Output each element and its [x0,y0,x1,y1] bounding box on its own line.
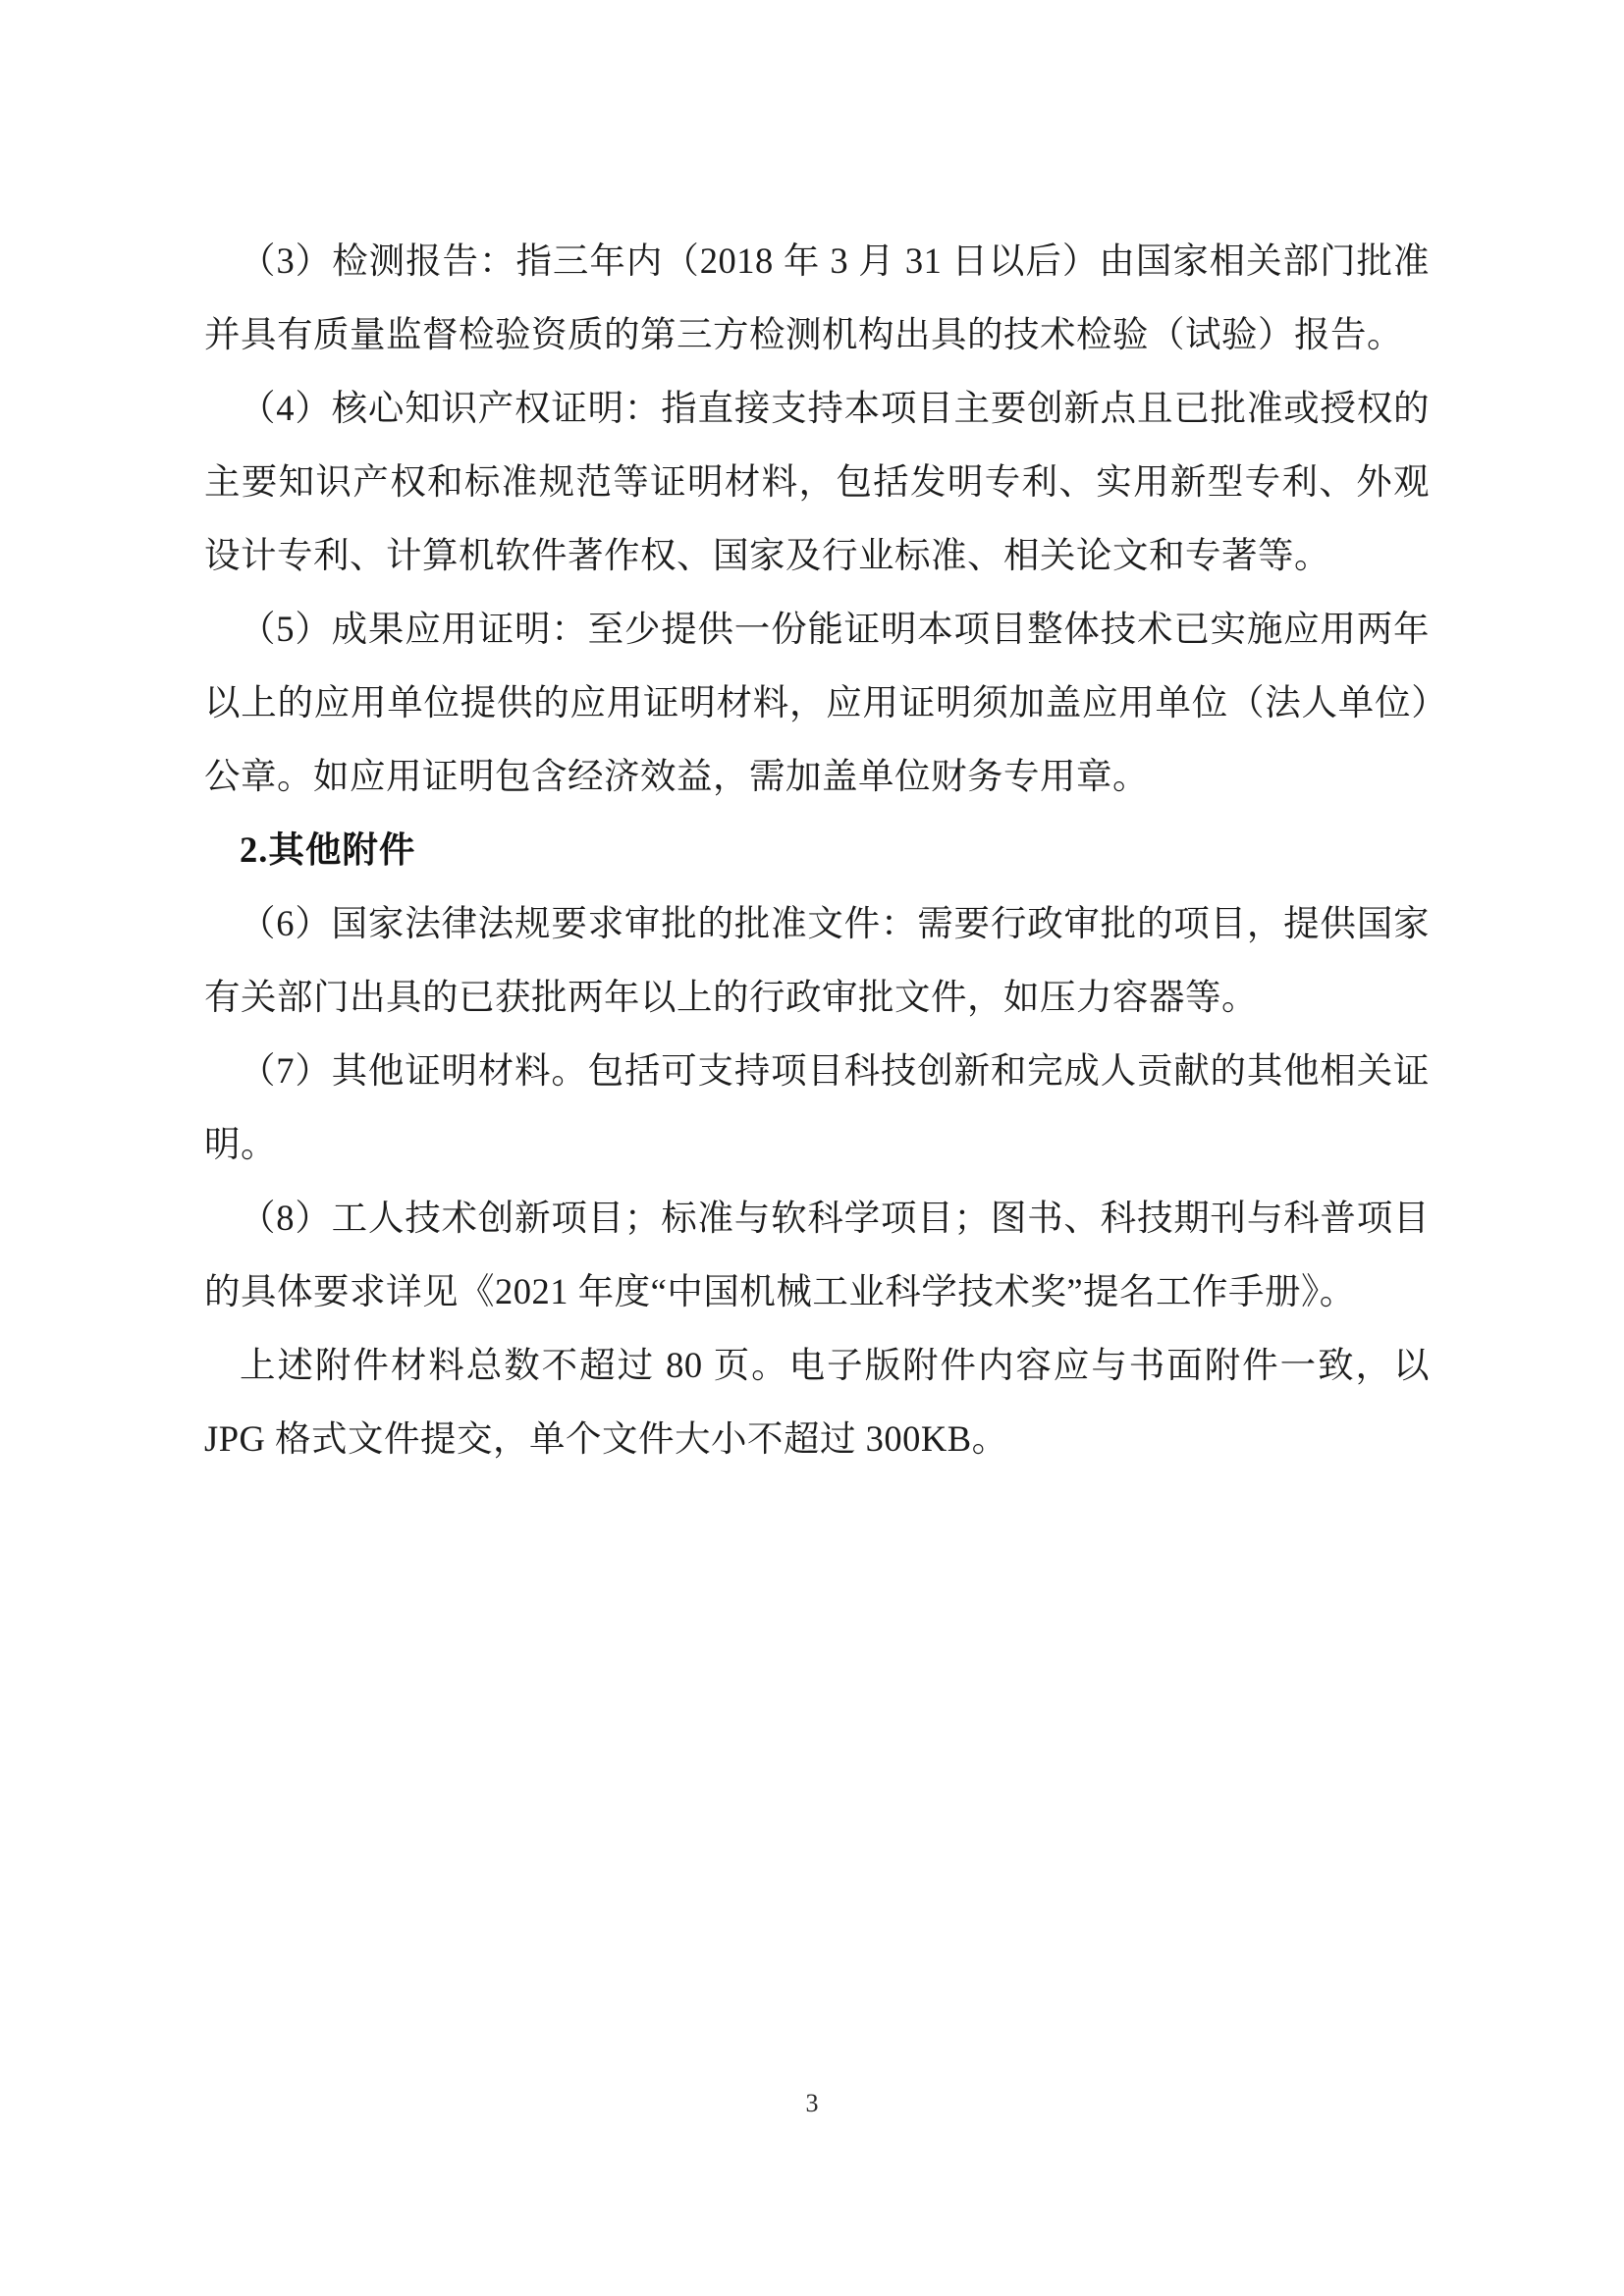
document-body [204,224,1430,1475]
paragraph-item-8: （8）工人技术创新项目；标准与软科学项目；图书、科技期刊与科普项目的具体要求详见《2021 年度“中国机械工业科学技术奖”提名工作手册》。 [204,1198,1430,1311]
paragraph-item-4: （4）核心知识产权证明：指直接支持本项目主要创新点且已批准或授权的主要知识产权和标准规范等证明材料，包括发明专利、实用新型专利、外观设计专利、计算机软件著作权、国家及行业标准、相关论文和专著等。 [204,388,1430,575]
paragraph-item-5: （5）成果应用证明：至少提供一份能证明本项目整体技术已实施应用两年以上的应用单位提供的应用证明材料，应用证明须加盖应用单位（法人单位）公章。如应用证明包含经济效益，需加盖单位财务专用章。 [204,609,1430,796]
section-heading-other-attachments: 2.其他附件 [240,829,416,870]
page-number: 3 [805,2089,819,2117]
paragraph-item-3: （3）检测报告：指三年内（2018 年 3 月 31 日以后）由国家相关部门批准并具有质量监督检验资质的第三方检测机构出具的技术检验（试验）报告。 [204,240,1430,354]
paragraph-item-7: （7）其他证明材料。包括可支持项目科技创新和完成人贡献的其他相关证明。 [204,1050,1430,1164]
paragraph-item-6: （6）国家法律法规要求审批的批准文件：需要行政审批的项目，提供国家有关部门出具的已获批两年以上的行政审批文件，如压力容器等。 [204,903,1430,1017]
paragraph-closing-note: 上述附件材料总数不超过 80 页。电子版附件内容应与书面附件一致，以 JPG 格式文件提交，单个文件大小不超过 300KB。 [204,1345,1430,1459]
